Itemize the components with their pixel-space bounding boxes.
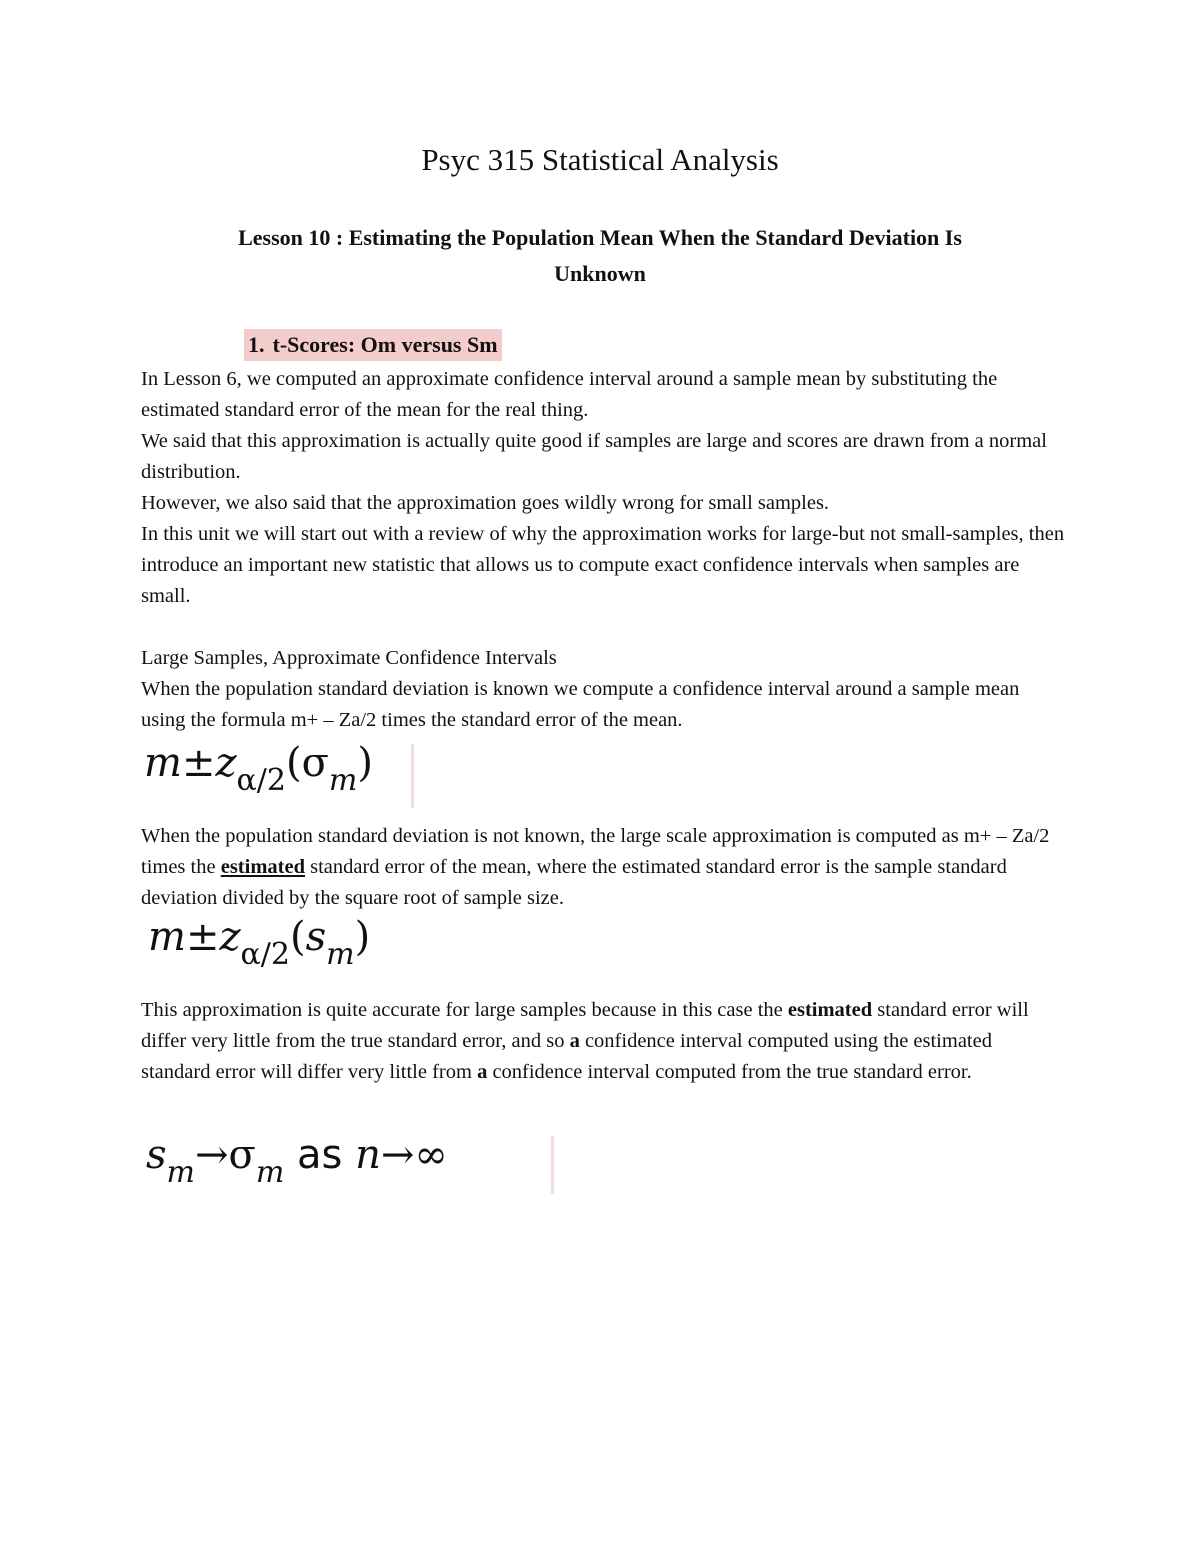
- formula-edge-mark: [551, 1136, 554, 1194]
- formula-s: s: [305, 914, 327, 960]
- accuracy-text: This approximation is quite accurate for large samples because in this case the: [141, 999, 788, 1021]
- emphasis-a: a: [569, 1030, 580, 1052]
- known-sd-paragraph: When the population standard deviation is known we compute a confidence interval around a sample mean using the formula m+ – Za/2 times the standard error of the mean.: [141, 678, 1020, 731]
- emphasis-a: a: [477, 1061, 488, 1083]
- formula-close-paren: ): [354, 914, 371, 960]
- lesson-title: [150, 220, 1050, 292]
- section-heading-text: t-Scores: Om versus Sm: [272, 332, 498, 357]
- formula-m-sub: m: [255, 1155, 285, 1190]
- large-samples-block: [141, 643, 1066, 736]
- formula-sigma: σ: [301, 740, 329, 786]
- formula-m-sub: m: [326, 937, 355, 972]
- unknown-text-after: standard error of the mean, where the estimated standard error is the sample standard deviation divided by the square root of sample size.: [141, 856, 1007, 909]
- formula-unknown-sd: [148, 914, 371, 972]
- formula-z: z: [219, 914, 241, 960]
- lesson-title-line1: Lesson 10 : Estimating the Population Mean When the Standard Deviation Is: [238, 225, 962, 250]
- intro-paragraph: In this unit we will start out with a review of why the approximation works for large-but not small-samples, then introduce an important new statistic that allows us to compute exact confidence intervals when samples are small.: [141, 523, 1065, 607]
- formula-n: n: [355, 1132, 381, 1178]
- page-title: Psyc 315 Statistical Analysis: [421, 142, 779, 177]
- formula-m: m: [148, 914, 186, 960]
- emphasis-estimated: estimated: [787, 999, 873, 1021]
- accuracy-paragraph: [141, 995, 1066, 1088]
- formula-pm: ±: [185, 914, 220, 960]
- formula-m-sub: m: [166, 1155, 195, 1190]
- formula-edge-mark: [411, 744, 414, 808]
- formula-as: as: [296, 1132, 343, 1178]
- formula-close-paren: ): [357, 740, 373, 786]
- formula-sigma: σ: [228, 1132, 256, 1178]
- intro-paragraph: In Lesson 6, we computed an approximate confidence interval around a sample mean by substituting the estimated standard error of the mean for the real thing.: [141, 368, 998, 421]
- formula-known-sd: [144, 740, 373, 798]
- accuracy-text: confidence interval computed using the estimated standard error will differ very little from: [141, 1030, 992, 1083]
- intro-paragraph: We said that this approximation is actually quite good if samples are large and scores are drawn from a normal distribution.: [141, 430, 1047, 483]
- formula-open-paren: (: [289, 914, 306, 960]
- formula-pm: ±: [181, 740, 216, 786]
- unknown-sd-paragraph: [141, 821, 1066, 914]
- intro-paragraphs: [141, 364, 1066, 612]
- formula-convergence: [146, 1132, 448, 1190]
- formula-m-sub: m: [328, 763, 358, 798]
- formula-alpha-sub: α/2: [240, 937, 290, 972]
- accuracy-text: confidence interval computed from the true standard error.: [487, 1061, 972, 1083]
- formula-open-paren: (: [285, 740, 302, 786]
- section-heading: [244, 329, 502, 361]
- formula-s: s: [146, 1132, 167, 1178]
- formula-z: z: [215, 740, 237, 786]
- emphasis-estimated: estimated: [220, 856, 305, 878]
- formula-m: m: [144, 740, 182, 786]
- lesson-title-line2: Unknown: [554, 261, 646, 286]
- formula-infinity: ∞: [414, 1132, 448, 1178]
- subheading: Large Samples, Approximate Confidence Intervals: [141, 647, 557, 669]
- formula-alpha-sub: α/2: [236, 763, 286, 798]
- intro-paragraph: However, we also said that the approximation goes wildly wrong for small samples.: [141, 492, 830, 514]
- unknown-text-before: When the population standard deviation is not known, the large scale approximation is computed as m+ – Za/2 times the: [141, 825, 1050, 878]
- formula-arrow: →: [194, 1132, 229, 1178]
- formula-arrow: →: [380, 1132, 415, 1178]
- accuracy-text: standard error will differ very little from the true standard error, and so: [141, 999, 1029, 1052]
- section-number: 1.: [248, 332, 265, 357]
